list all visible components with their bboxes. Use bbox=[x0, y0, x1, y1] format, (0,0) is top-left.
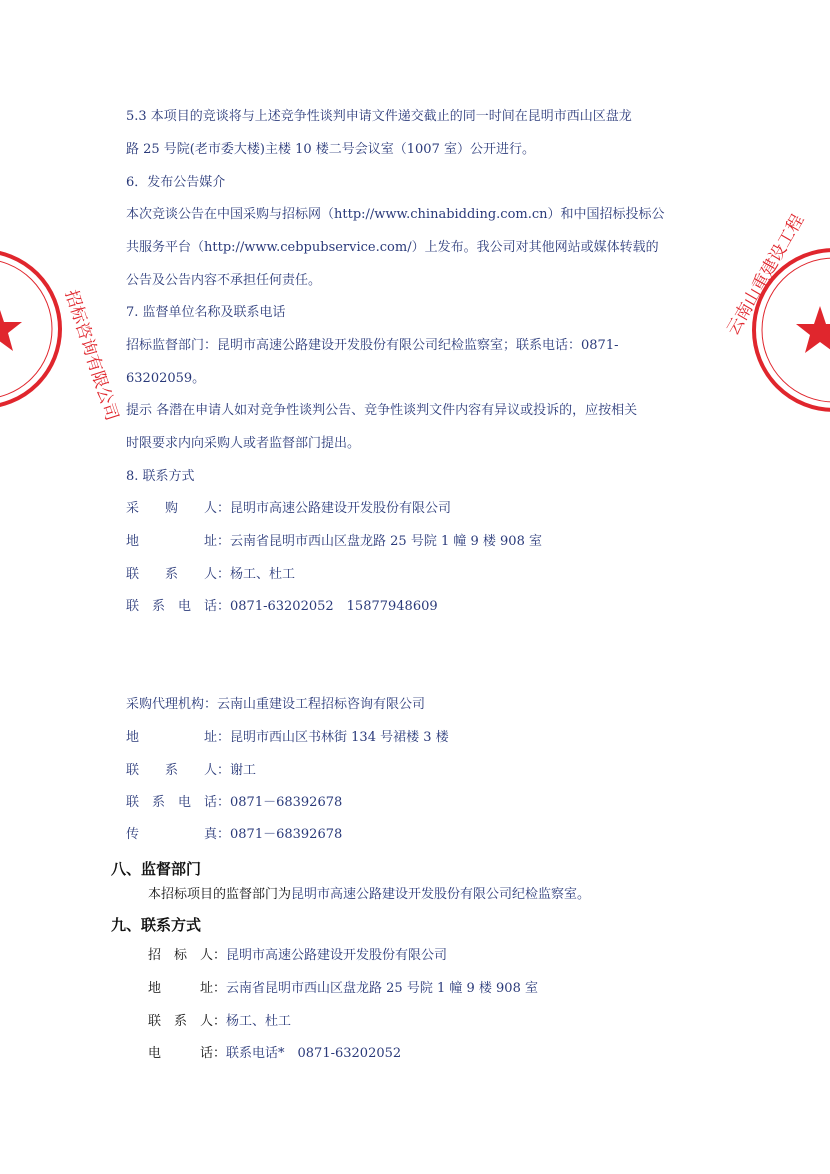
section-8-text-value: 昆明市高速公路建设开发股份有限公司纪检监察室。 bbox=[291, 887, 591, 902]
phone-value: 0871－68392678 bbox=[230, 795, 343, 810]
tenderer-address-row bbox=[148, 980, 710, 998]
purchaser-phone-row bbox=[126, 598, 710, 616]
section-9-title: 九、联系方式 bbox=[111, 916, 202, 934]
agency-fax-row bbox=[126, 826, 710, 844]
contact-person-label: 联 系 人： bbox=[148, 1014, 227, 1029]
contact-person-label: 联 系 人： bbox=[126, 763, 231, 778]
purchaser-contact-row bbox=[126, 566, 710, 584]
fax-label: 传 真： bbox=[126, 827, 231, 842]
section-heading-media: 6．发布公告媒介 bbox=[126, 175, 226, 190]
body-line-11: 时限要求内向采购人或者监督部门提出。 bbox=[126, 436, 361, 451]
purchaser-address-row bbox=[126, 533, 710, 551]
address-label: 地 址： bbox=[148, 981, 227, 996]
tenderer-row bbox=[148, 947, 710, 965]
phone-label: 电 话： bbox=[148, 1046, 227, 1061]
agency-address-row bbox=[126, 729, 710, 747]
purchaser-row bbox=[126, 500, 710, 518]
address-value: 云南省昆明市西山区盘龙路 25 号院 1 幢 9 楼 908 室 bbox=[226, 981, 538, 996]
contact-person-value: 杨工、杜工 bbox=[230, 567, 296, 582]
tenderer-label: 招 标 人： bbox=[148, 948, 227, 963]
address-label: 地 址： bbox=[126, 730, 231, 745]
body-line-1: 5.3 本项目的竞谈将与上述竞争性谈判申请文件递交截止的同一时间在昆明市西山区盘龙 bbox=[126, 109, 632, 124]
purchaser-value: 昆明市高速公路建设开发股份有限公司 bbox=[230, 501, 452, 516]
section-heading-contact: 8. 联系方式 bbox=[126, 469, 195, 484]
contact-person-label: 联 系 人： bbox=[126, 567, 231, 582]
seal-star-icon bbox=[0, 304, 22, 351]
tenderer-phone-row bbox=[148, 1045, 710, 1063]
body-line-10: 提示 各潜在申请人如对竞争性谈判公告、竞争性谈判文件内容有异议或投诉的，应按相关 bbox=[126, 403, 638, 418]
agency-label: 采购代理机构： bbox=[126, 697, 218, 712]
phone-label: 联 系 电 话： bbox=[126, 599, 231, 614]
contact-person-value: 谢工 bbox=[230, 763, 257, 778]
phone-value: 0871-63202052 15877948609 bbox=[230, 599, 438, 614]
address-value: 云南省昆明市西山区盘龙路 25 号院 1 幢 9 楼 908 室 bbox=[230, 534, 542, 549]
phone-value: 联系电话* 0871-63202052 bbox=[226, 1046, 402, 1061]
tenderer-contact-row bbox=[148, 1013, 710, 1031]
left-seal-text: 招标咨询有限公司 bbox=[60, 287, 122, 424]
left-company-seal bbox=[0, 244, 122, 424]
agency-value: 云南山重建设工程招标咨询有限公司 bbox=[217, 697, 426, 712]
agency-contact-row bbox=[126, 762, 710, 780]
section-heading-supervision: 7. 监督单位名称及联系电话 bbox=[126, 305, 286, 320]
body-line-8: 招标监督部门：昆明市高速公路建设开发股份有限公司纪检监察室；联系电话：0871- bbox=[126, 338, 619, 353]
tenderer-value: 昆明市高速公路建设开发股份有限公司 bbox=[226, 948, 448, 963]
section-8-text bbox=[148, 886, 710, 904]
agency-row bbox=[126, 696, 710, 714]
purchaser-label: 采 购 人： bbox=[126, 501, 231, 516]
agency-phone-row bbox=[126, 794, 710, 812]
seal-star-icon bbox=[796, 306, 830, 353]
body-line-5: 共服务平台（http://www.cebpubservice.com/）上发布。我公司对其他网站或媒体转载的 bbox=[126, 240, 659, 255]
section-8-title: 八、监督部门 bbox=[111, 860, 202, 878]
address-label: 地 址： bbox=[126, 534, 231, 549]
body-line-4: 本次竞谈公告在中国采购与招标网（http://www.chinabidding.com.cn）和中国招标投标公 bbox=[126, 207, 665, 222]
body-line-9: 63202059。 bbox=[126, 371, 206, 386]
phone-label: 联 系 电 话： bbox=[126, 795, 231, 810]
contact-person-value: 杨工、杜工 bbox=[226, 1014, 292, 1029]
address-value: 昆明市西山区书林街 134 号裙楼 3 楼 bbox=[230, 730, 449, 745]
body-line-6: 公告及公告内容不承担任何责任。 bbox=[126, 273, 322, 288]
right-seal-text: 云南山重建设工程 bbox=[723, 211, 809, 339]
section-8-text-prefix: 本招标项目的监督部门为 bbox=[148, 887, 292, 902]
fax-value: 0871－68392678 bbox=[230, 827, 343, 842]
body-line-2: 路 25 号院(老市委大楼)主楼 10 楼二号会议室（1007 室）公开进行。 bbox=[126, 142, 535, 157]
right-company-seal bbox=[723, 211, 830, 418]
